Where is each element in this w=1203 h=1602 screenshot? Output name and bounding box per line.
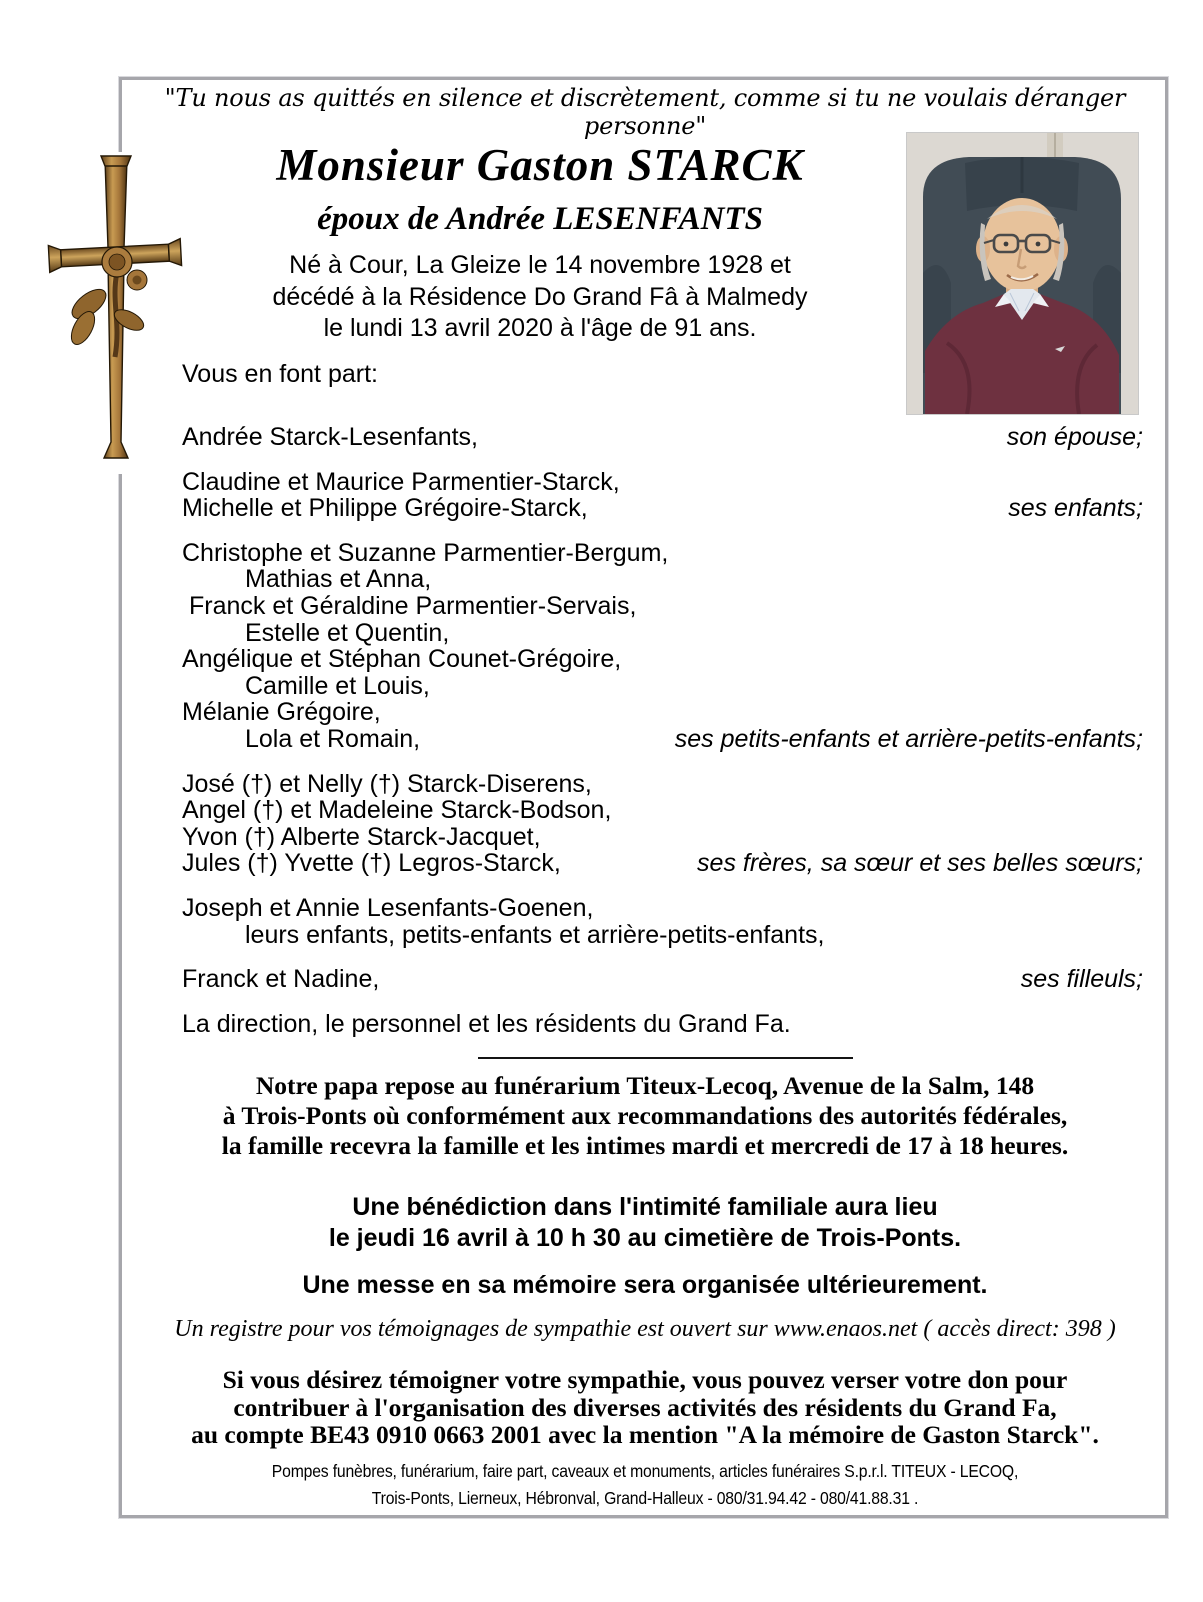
donation-line-3: au compte BE43 0910 0663 2001 avec la mention "A la mémoire de Gaston Starck". [191,1420,1099,1449]
family-row [182,1011,1143,1038]
family-row [182,850,1143,877]
family-row [182,495,1143,522]
name-text: Michelle et Philippe Grégoire-Starck, [182,494,588,523]
birth-line-2: décédé à la Résidence Do Grand Fâ à Malmedy [272,282,808,311]
family-row [182,966,1143,993]
family-row [182,771,1143,798]
family-row [182,540,1143,567]
donation-announcement [135,1366,1155,1449]
name-text: leurs enfants, petits-enfants et arrière-petits-enfants, [245,920,825,949]
footer-line-1: Pompes funèbres, funérarium, faire part, caveaux et monuments, articles funéraires S.p.r.l. TITEUX - LECOQ, [271,1461,1019,1481]
family-row [182,699,1143,726]
family-row [182,797,1143,824]
wake-line-3: la famille recevra la famille et les intimes mardi et mercredi de 17 à 18 heures. [221,1131,1069,1160]
donation-line-2: contribuer à l'organisation des diverses activités des résidents du Grand Fa, [233,1392,1057,1422]
deceased-name: Monsieur Gaston STARCK [276,140,804,190]
relation-label: son épouse; [1006,423,1143,451]
wake-line-2: à Trois-Ponts où conformément aux recommandations des autorités fédérales, [222,1101,1068,1130]
name-text: La direction, le personnel et les résidents du Grand Fa. [182,1009,791,1038]
name-text: Franck et Géraldine Parmentier-Servais, [189,591,637,620]
name-text: Angel (†) et Madeleine Starck-Bodson, [182,796,612,825]
family-row [182,726,1143,753]
family-row [182,469,1143,496]
memorial-quote: "Tu nous as quittés en silence et discrètement, comme si tu ne voulais déranger personne" [164,84,1126,140]
portrait-svg [907,133,1138,414]
name-text: Jules (†) Yvette (†) Legros-Starck, [182,849,561,878]
family-row [182,593,1143,620]
family-row [182,646,1143,673]
relation-label: ses enfants; [1008,494,1143,523]
funeral-home-footer [186,1458,1104,1512]
blessing-line-1: Une bénédiction dans l'intimité familiale aura lieu [352,1193,938,1221]
mass-announcement: Une messe en sa mémoire sera organisée ultérieurement. [302,1271,988,1299]
name-text: Angélique et Stéphan Counet-Grégoire, [182,645,622,674]
name-text: Yvon (†) Alberte Starck-Jacquet, [182,822,541,851]
birth-line-1: Né à Cour, La Gleize le 14 novembre 1928 et [289,251,791,279]
family-row [182,673,1143,700]
family-row [182,620,1143,647]
blessing-announcement [135,1192,1155,1254]
deceased-portrait-photo [906,132,1139,415]
relation-label: ses filleuls; [1020,965,1143,994]
name-text: Andrée Starck-Lesenfants, [182,423,478,451]
family-row [182,424,1143,451]
name-text: Franck et Nadine, [182,965,380,994]
wake-announcement [135,1071,1155,1161]
family-row [182,566,1143,593]
name-text: Estelle et Quentin, [245,618,450,647]
name-text: Joseph et Annie Lesenfants-Goenen, [182,893,594,922]
name-text: Christophe et Suzanne Parmentier-Bergum, [182,538,669,567]
family-list [182,424,1143,1037]
name-text: Mathias et Anna, [245,565,432,594]
relation-label: ses frères, sa sœur et ses belles sœurs; [697,849,1143,878]
deceased-header [150,140,930,345]
name-text: Lola et Romain, [245,724,421,753]
family-row [182,824,1143,851]
condolence-registry-note: Un registre pour vos témoignages de sympathie est ouvert sur www.enaos.net ( accès direct: 398 ) [174,1316,1116,1342]
blessing-line-2: le jeudi 16 avril à 10 h 30 au cimetière de Trois-Ponts. [328,1224,962,1252]
donation-line-1: Si vous désirez témoigner votre sympathie, vous pouvez verser votre don pour [222,1365,1068,1394]
family-row [182,922,1143,949]
birth-line-3: le lundi 13 avril 2020 à l'âge de 91 ans. [323,314,757,342]
wake-line-1: Notre papa repose au funérarium Titeux-Lecoq, Avenue de la Salm, 148 [255,1071,1035,1100]
family-row [182,895,1143,922]
name-text: José (†) et Nelly (†) Starck-Diserens, [182,769,592,798]
section-divider [478,1057,853,1059]
name-text: Camille et Louis, [245,671,430,700]
announcement-intro: Vous en font part: [182,360,378,388]
relation-label: ses petits-enfants et arrière-petits-enfants; [674,724,1143,753]
name-text: Claudine et Maurice Parmentier-Starck, [182,467,620,496]
footer-line-2: Trois-Ponts, Lierneux, Hébronval, Grand-Halleux - 080/31.94.42 - 080/41.88.31 . [371,1488,919,1508]
name-text: Mélanie Grégoire, [182,698,381,727]
spouse-line: époux de Andrée LESENFANTS [317,201,763,237]
